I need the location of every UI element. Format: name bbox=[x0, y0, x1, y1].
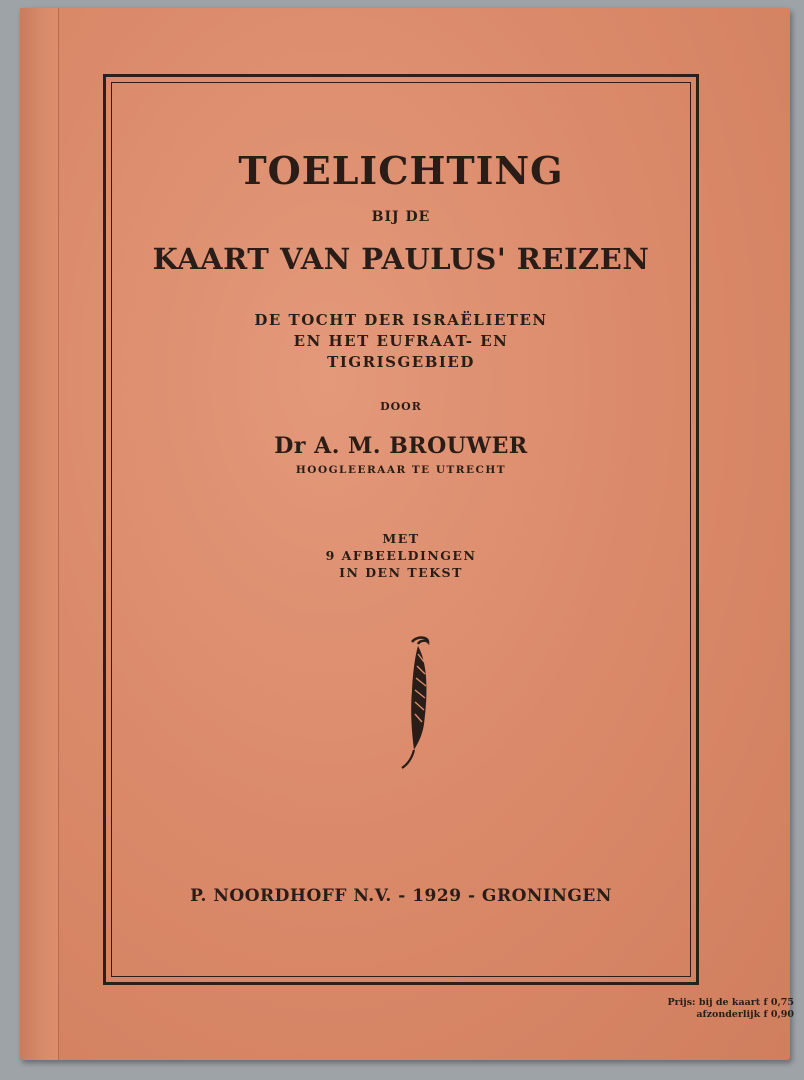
author-prefix-text: Dr bbox=[274, 433, 306, 459]
author-role: HOOGLEERAAR TE UTRECHT bbox=[295, 464, 507, 476]
illustrations-line: IN DEN TEKST bbox=[339, 565, 463, 580]
by-label: DOOR bbox=[380, 400, 422, 413]
cover-main-title: KAART VAN PAULUS' REIZEN bbox=[152, 242, 650, 276]
feather-ornament-icon bbox=[398, 634, 438, 774]
price-line: Prijs: bij de kaart f 0,75 bbox=[667, 997, 794, 1008]
illustrations-line: 9 AFBEELDINGEN bbox=[325, 548, 477, 563]
subtitle-line: EN HET EUFRAAT- EN bbox=[293, 332, 509, 350]
cover-title: TOELICHTING bbox=[238, 148, 564, 193]
book-cover bbox=[20, 8, 794, 1060]
subtitle-line: DE TOCHT DER ISRAËLIETEN bbox=[254, 311, 548, 329]
author bbox=[103, 433, 699, 459]
publisher-line: P. NOORDHOFF N.V. - 1929 - GRONINGEN bbox=[190, 886, 612, 906]
illustrations-line: MET bbox=[382, 531, 420, 546]
cover-connector: BIJ DE bbox=[371, 209, 431, 225]
price-line: afzonderlijk f 0,90 bbox=[696, 1009, 794, 1020]
subtitle-line: TIGRISGEBIED bbox=[327, 353, 475, 371]
book-spine bbox=[20, 8, 59, 1060]
author-prefix bbox=[274, 433, 306, 459]
author-name: A. M. BROUWER bbox=[314, 433, 528, 459]
